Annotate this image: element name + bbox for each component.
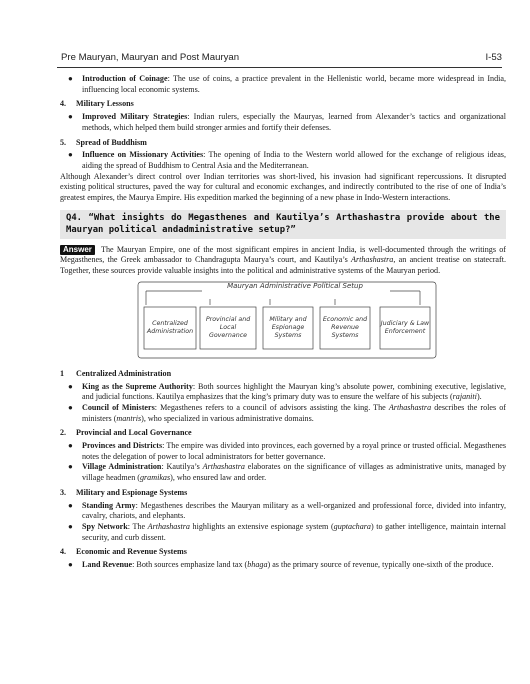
bullet-icon: ● (68, 441, 73, 451)
section-heading: 4. Military Lessons (60, 99, 134, 109)
bullet-king: ● King as the Supreme Authority: Both sources highlight the Mauryan king’s absolute power, combining executive, legislative, and judicial functions. Kautilya emphasizes that the king’s primary duty was to ensure the welfare of his subjects (rajaniti). (68, 381, 506, 402)
box-military: Military and Espionage Systems (269, 316, 307, 339)
bullet-icon: ● (68, 112, 73, 122)
bullet-army: ● Standing Army: Megasthenes describes the Mauryan military as a well-organized and professional force, divided into infantry, cavalry, chariots, and elephants. (68, 500, 506, 521)
bullet-military: ● Improved Military Strategies: Indian rulers, especially the Mauryas, learned from Alexander’s tactics and organizational methods, which helped them build stronger armies and fortify their defenses. (68, 112, 506, 132)
bullet-icon: ● (68, 560, 73, 570)
bullet-village: ● Village Administration: Kautilya’s Arthashastra elaborates on the significance of villages as administrative units, managed by village headmen (gramikas), who ensured law and order. (68, 462, 506, 483)
summary-paragraph: Although Alexander’s direct control over Indian territories was short-lived, his invasion had significant repercussions. It disrupted existing political structures, paved the way for cultural and economic exchanges, and indirectly contributed to the rise of one of India’s greatest empires, the Maurya Empire. His expedition marked the beginning of a new phase in Indo-Western interactions. (60, 171, 506, 203)
bullet-icon: ● (68, 150, 73, 160)
answer-paragraph: Answer The Mauryan Empire, one of the most significant empires in ancient India, is well-documented through the writings of Megasthenes, the Greek ambassador to Chandragupta Maurya’s court, and Kautilya’s Arthashastra, an ancient treatise on statecraft. Together, these sources provide valuable insights into the political and administrative systems of the Mauryan period. (60, 244, 506, 276)
section-heading: 2. Provincial and Local Governance (60, 428, 192, 438)
bullet-council: ● Council of Ministers: Megasthenes refers to a council of advisors assisting the king. The Arthashastra describes the roles of ministers (mantris), who specialized in various administrative domains. (68, 402, 506, 423)
admin-setup-diagram (60, 281, 506, 363)
page-number: I-53 (485, 52, 502, 63)
bullet-spy: ● Spy Network: The Arthashastra highlights an extensive espionage system (guptachara) to gather intelligence, maintain internal security, and curb dissent. (68, 521, 507, 542)
section-heading: 5. Spread of Buddhism (60, 137, 147, 147)
section-heading: 3. Military and Espionage Systems (60, 487, 188, 497)
section-heading: 1 Centralized Administration (60, 368, 172, 378)
bullet-icon: ● (68, 462, 73, 472)
box-centralized: Centralized Administration (146, 320, 194, 335)
bullet-icon: ● (68, 402, 73, 412)
bullet-provinces: ● Provinces and Districts: The empire was divided into provinces, each governed by a royal prince or trusted official. Megasthenes notes the delegation of power to local administrators for better governance. (68, 441, 506, 461)
header-rule (57, 67, 502, 68)
answer-badge: Answer (60, 245, 95, 255)
section-heading: 4. Economic and Revenue Systems (60, 547, 187, 557)
content (60, 74, 506, 571)
bullet-icon: ● (68, 500, 73, 510)
chapter-title: Pre Mauryan, Mauryan and Post Mauryan (61, 52, 240, 63)
question-box: Q4. “What insights do Megasthenes and Kautilya’s Arthashastra provide about the Mauryan political andadministrative setup?” (60, 210, 506, 239)
bullet-land-revenue: ● Land Revenue: Both sources emphasize land tax (bhaga) as the primary source of revenue, typically one-sixth of the produce. (68, 560, 494, 570)
page-header (57, 50, 502, 66)
bullet-icon: ● (68, 521, 73, 531)
box-provincial: Provincial and Local Governance (205, 316, 251, 339)
bullet-buddhism: ● Influence on Missionary Activities: The opening of India to the Western world allowed for the exchange of religious ideas, aiding the spread of Buddhism to Central Asia and the Mediterranean. (68, 150, 506, 170)
bullet-coinage: ● Introduction of Coinage: The use of coins, a practice prevalent in the Hellenistic world, became more widespread in India, influencing local economic systems. (68, 74, 506, 94)
box-economic: Economic and Revenue Systems (322, 316, 368, 339)
box-judiciary: Judiciary & Law Enforcement (380, 320, 430, 335)
bullet-icon: ● (68, 74, 73, 83)
diagram-title: Mauryan Administrative Political Setup (227, 281, 363, 290)
bullet-icon: ● (68, 381, 73, 391)
